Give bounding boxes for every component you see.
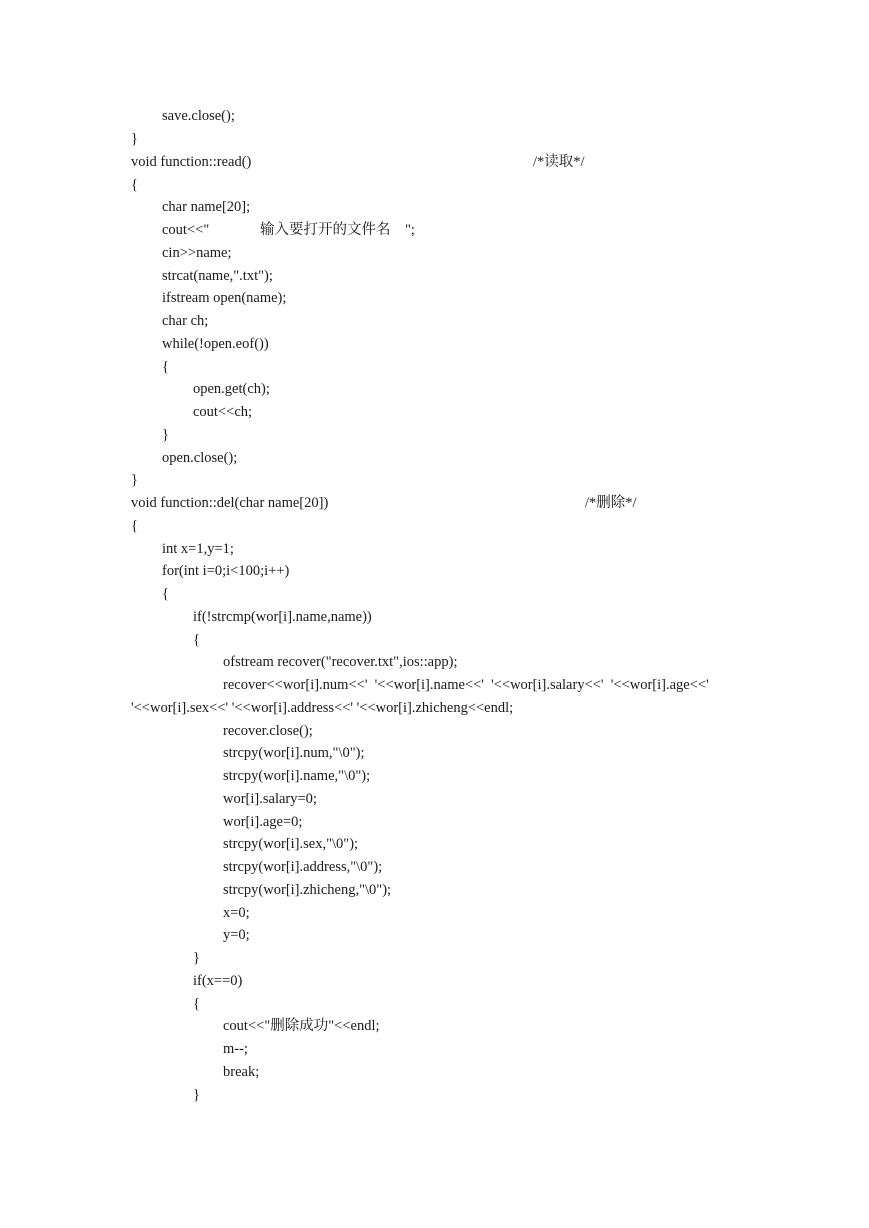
code-comment: /*删除*/	[585, 495, 637, 511]
code-line: recover.close();	[223, 723, 313, 739]
code-line: x=0;	[223, 905, 250, 921]
code-line: {	[162, 586, 169, 602]
code-line: m--;	[223, 1041, 248, 1057]
code-line: while(!open.eof())	[162, 336, 269, 352]
code-line: void function::read()	[131, 154, 252, 170]
code-line: {	[131, 518, 138, 534]
code-line: wor[i].salary=0;	[223, 791, 317, 807]
code-line: strcpy(wor[i].address,"\0");	[223, 859, 383, 875]
code-line: open.close();	[162, 450, 238, 466]
code-line: {	[162, 359, 169, 375]
code-line: cout<<ch;	[193, 404, 253, 420]
code-line: }	[131, 131, 138, 147]
code-line: void function::del(char name[20])	[131, 495, 329, 511]
code-line: int x=1,y=1;	[162, 541, 234, 557]
code-line: for(int i=0;i<100;i++)	[162, 563, 290, 579]
code-line: strcpy(wor[i].name,"\0");	[223, 768, 371, 784]
code-line: {	[193, 632, 200, 648]
code-line: recover<<wor[i].num<<' '<<wor[i].name<<' '<<wor[i].salary<<' '<<wor[i].age<<'	[223, 677, 709, 693]
code-line: save.close();	[162, 108, 235, 124]
code-line: '<<wor[i].sex<<' '<<wor[i].address<<' '<<wor[i].zhicheng<<endl;	[131, 700, 514, 716]
code-line: char ch;	[162, 313, 209, 329]
code-line: cin>>name;	[162, 245, 232, 261]
code-comment: /*读取*/	[533, 154, 585, 170]
code-line: }	[193, 950, 200, 966]
code-line: cout<<"删除成功"<<endl;	[223, 1018, 380, 1034]
code-line: }	[193, 1087, 200, 1103]
code-line: if(x==0)	[193, 973, 243, 989]
code-line: break;	[223, 1064, 260, 1080]
code-line: {	[193, 996, 200, 1012]
code-line: }	[162, 427, 169, 443]
code-line: strcpy(wor[i].num,"\0");	[223, 745, 365, 761]
code-line: open.get(ch);	[193, 381, 270, 397]
code-line: ifstream open(name);	[162, 290, 287, 306]
code-line: strcpy(wor[i].sex,"\0");	[223, 836, 359, 852]
code-line: y=0;	[223, 927, 250, 943]
code-line: if(!strcmp(wor[i].name,name))	[193, 609, 372, 625]
code-line: {	[131, 177, 138, 193]
code-line: ofstream recover("recover.txt",ios::app);	[223, 654, 458, 670]
code-line: wor[i].age=0;	[223, 814, 303, 830]
code-line: char name[20];	[162, 199, 251, 215]
code-line: }	[131, 472, 138, 488]
code-line: strcat(name,".txt");	[162, 268, 273, 284]
code-line: strcpy(wor[i].zhicheng,"\0");	[223, 882, 392, 898]
code-line: cout<<" 输入要打开的文件名 ";	[162, 222, 415, 238]
